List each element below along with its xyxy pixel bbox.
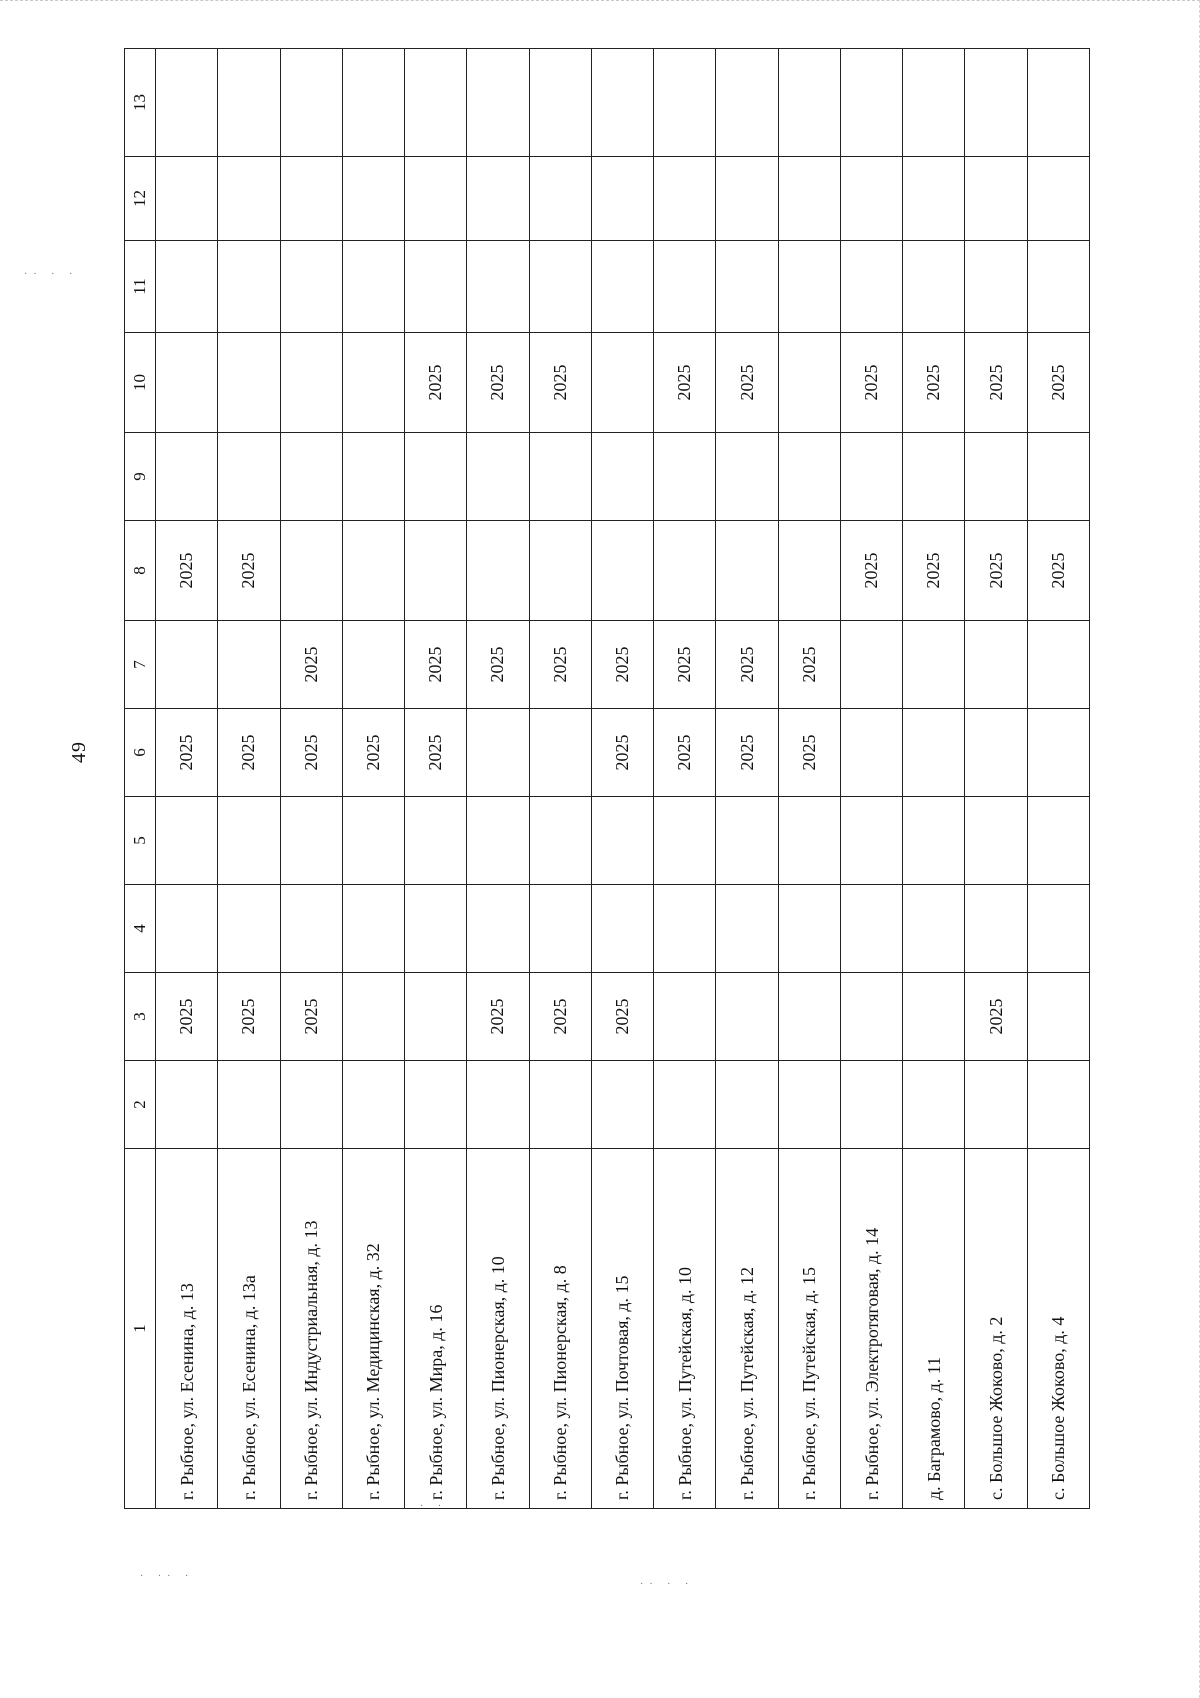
year-cell — [965, 621, 1027, 709]
address-cell: г. Рыбное, ул. Медицинская, д. 32 — [342, 1149, 404, 1509]
year-cell: 2025 — [840, 521, 902, 621]
year-cell — [778, 433, 840, 521]
scan-noise: · · — [420, 1501, 448, 1512]
column-header-2: 2 — [125, 1061, 156, 1149]
year-cell: 2025 — [654, 709, 716, 797]
year-cell: 2025 — [218, 709, 280, 797]
table-row — [280, 49, 342, 1509]
year-cell — [1027, 973, 1089, 1061]
column-header-13: 13 — [125, 49, 156, 157]
year-cell — [156, 433, 218, 521]
address-cell: г. Рыбное, ул. Пионерская, д. 8 — [529, 1149, 591, 1509]
year-cell: 2025 — [467, 973, 529, 1061]
year-cell — [1027, 433, 1089, 521]
year-cell: 2025 — [591, 621, 653, 709]
table-header-row — [125, 49, 156, 1509]
year-cell — [405, 973, 467, 1061]
column-header-9: 9 — [125, 433, 156, 521]
year-cell — [529, 797, 591, 885]
year-cell: 2025 — [903, 333, 965, 433]
year-cell — [1027, 241, 1089, 333]
year-cell: 2025 — [591, 973, 653, 1061]
year-cell: 2025 — [903, 521, 965, 621]
table-row — [716, 49, 778, 1509]
year-cell: 2025 — [965, 973, 1027, 1061]
year-cell — [778, 973, 840, 1061]
address-cell: г. Рыбное, ул. Электротяговая, д. 14 — [840, 1149, 902, 1509]
year-cell — [342, 241, 404, 333]
year-cell — [903, 157, 965, 241]
year-cell — [156, 1061, 218, 1149]
year-cell — [654, 49, 716, 157]
year-cell — [903, 241, 965, 333]
table-row — [342, 49, 404, 1509]
year-cell: 2025 — [1027, 333, 1089, 433]
year-cell: 2025 — [156, 521, 218, 621]
year-cell — [529, 521, 591, 621]
scan-noise: ·· · · — [640, 1579, 695, 1590]
year-cell — [778, 241, 840, 333]
year-cell — [778, 885, 840, 973]
year-cell — [156, 157, 218, 241]
year-cell — [280, 333, 342, 433]
year-cell — [716, 973, 778, 1061]
page-number: 49 — [68, 741, 90, 763]
year-cell — [529, 709, 591, 797]
year-cell — [342, 973, 404, 1061]
year-cell — [903, 797, 965, 885]
year-cell — [903, 885, 965, 973]
table-row — [529, 49, 591, 1509]
address-cell: г. Рыбное, ул. Мира, д. 16 — [405, 1149, 467, 1509]
year-cell — [156, 333, 218, 433]
year-cell — [840, 973, 902, 1061]
year-cell — [654, 157, 716, 241]
year-cell — [591, 885, 653, 973]
year-cell — [840, 241, 902, 333]
year-cell — [405, 885, 467, 973]
year-cell — [778, 521, 840, 621]
year-cell — [903, 621, 965, 709]
address-cell: г. Рыбное, ул. Есенина, д. 13а — [218, 1149, 280, 1509]
column-header-8: 8 — [125, 521, 156, 621]
year-cell: 2025 — [778, 621, 840, 709]
year-cell — [529, 433, 591, 521]
year-cell — [280, 521, 342, 621]
year-cell — [716, 433, 778, 521]
table-row — [965, 49, 1027, 1509]
scan-noise: ·· · · — [24, 269, 79, 280]
year-cell — [716, 797, 778, 885]
table-row — [840, 49, 902, 1509]
year-cell — [778, 157, 840, 241]
scan-noise: · ·· · — [140, 1571, 195, 1582]
year-cell — [156, 797, 218, 885]
year-cell — [1027, 709, 1089, 797]
year-cell — [965, 709, 1027, 797]
year-cell — [467, 157, 529, 241]
year-cell — [591, 521, 653, 621]
year-cell — [654, 885, 716, 973]
year-cell: 2025 — [778, 709, 840, 797]
year-cell: 2025 — [405, 709, 467, 797]
year-cell — [467, 885, 529, 973]
year-cell — [405, 49, 467, 157]
year-cell — [1027, 621, 1089, 709]
year-cell — [342, 333, 404, 433]
year-cell — [716, 1061, 778, 1149]
year-cell — [529, 241, 591, 333]
year-cell — [342, 433, 404, 521]
year-cell: 2025 — [218, 973, 280, 1061]
year-cell: 2025 — [716, 709, 778, 797]
year-cell — [280, 49, 342, 157]
table-body — [156, 49, 1090, 1509]
address-cell: г. Рыбное, ул. Пионерская, д. 10 — [467, 1149, 529, 1509]
year-cell: 2025 — [467, 621, 529, 709]
year-cell — [591, 157, 653, 241]
column-header-10: 10 — [125, 333, 156, 433]
year-cell — [840, 621, 902, 709]
year-cell — [218, 333, 280, 433]
table-row — [1027, 49, 1089, 1509]
year-cell — [342, 521, 404, 621]
year-cell — [840, 1061, 902, 1149]
year-cell: 2025 — [591, 709, 653, 797]
year-cell — [716, 241, 778, 333]
year-cell — [218, 885, 280, 973]
year-cell — [840, 49, 902, 157]
year-cell — [342, 1061, 404, 1149]
year-cell: 2025 — [467, 333, 529, 433]
year-cell: 2025 — [965, 521, 1027, 621]
year-cell — [903, 433, 965, 521]
year-cell — [778, 797, 840, 885]
column-header-6: 6 — [125, 709, 156, 797]
address-cell: с. Большое Жоково, д. 2 — [965, 1149, 1027, 1509]
table-row — [778, 49, 840, 1509]
year-cell: 2025 — [840, 333, 902, 433]
year-cell — [965, 157, 1027, 241]
year-cell: 2025 — [1027, 521, 1089, 621]
year-cell — [280, 1061, 342, 1149]
table-row — [467, 49, 529, 1509]
year-cell — [280, 157, 342, 241]
year-cell — [1027, 885, 1089, 973]
year-cell — [716, 157, 778, 241]
year-cell — [529, 157, 591, 241]
year-cell — [1027, 1061, 1089, 1149]
year-cell — [342, 621, 404, 709]
year-cell — [716, 49, 778, 157]
year-cell — [840, 797, 902, 885]
column-header-4: 4 — [125, 885, 156, 973]
address-cell: г. Рыбное, ул. Есенина, д. 13 — [156, 1149, 218, 1509]
year-cell — [1027, 157, 1089, 241]
year-cell: 2025 — [280, 709, 342, 797]
year-cell — [156, 885, 218, 973]
year-cell — [342, 797, 404, 885]
year-cell: 2025 — [716, 621, 778, 709]
year-cell — [903, 973, 965, 1061]
year-cell — [467, 797, 529, 885]
year-cell: 2025 — [156, 973, 218, 1061]
column-header-1: 1 — [125, 1149, 156, 1509]
year-cell — [218, 621, 280, 709]
year-cell: 2025 — [218, 521, 280, 621]
year-cell — [840, 433, 902, 521]
year-cell — [405, 521, 467, 621]
table-row — [156, 49, 218, 1509]
year-cell — [218, 797, 280, 885]
year-cell — [467, 433, 529, 521]
address-cell: г. Рыбное, ул. Почтовая, д. 15 — [591, 1149, 653, 1509]
year-cell — [965, 49, 1027, 157]
year-cell: 2025 — [156, 709, 218, 797]
year-cell: 2025 — [654, 333, 716, 433]
year-cell: 2025 — [280, 973, 342, 1061]
year-cell — [405, 241, 467, 333]
year-cell — [965, 797, 1027, 885]
table-row — [405, 49, 467, 1509]
year-cell — [342, 157, 404, 241]
year-cell — [778, 333, 840, 433]
repair-schedule-table — [124, 48, 1090, 1509]
year-cell — [529, 1061, 591, 1149]
year-cell — [280, 797, 342, 885]
year-cell — [654, 433, 716, 521]
year-cell — [591, 797, 653, 885]
year-cell: 2025 — [965, 333, 1027, 433]
year-cell — [467, 49, 529, 157]
year-cell — [529, 49, 591, 157]
year-cell: 2025 — [716, 333, 778, 433]
year-cell — [280, 885, 342, 973]
year-cell: 2025 — [405, 333, 467, 433]
year-cell — [467, 241, 529, 333]
column-header-11: 11 — [125, 241, 156, 333]
year-cell — [778, 49, 840, 157]
year-cell — [405, 157, 467, 241]
year-cell — [342, 885, 404, 973]
year-cell: 2025 — [529, 973, 591, 1061]
year-cell — [965, 1061, 1027, 1149]
column-header-7: 7 — [125, 621, 156, 709]
year-cell — [591, 49, 653, 157]
year-cell — [218, 433, 280, 521]
year-cell — [405, 1061, 467, 1149]
year-cell — [654, 241, 716, 333]
year-cell — [405, 433, 467, 521]
year-cell — [280, 241, 342, 333]
year-cell — [965, 433, 1027, 521]
year-cell — [467, 1061, 529, 1149]
year-cell: 2025 — [654, 621, 716, 709]
year-cell — [591, 333, 653, 433]
address-cell: г. Рыбное, ул. Путейская, д. 15 — [778, 1149, 840, 1509]
column-header-5: 5 — [125, 797, 156, 885]
address-cell: г. Рыбное, ул. Путейская, д. 12 — [716, 1149, 778, 1509]
column-header-12: 12 — [125, 157, 156, 241]
year-cell — [965, 885, 1027, 973]
year-cell — [218, 241, 280, 333]
year-cell — [654, 521, 716, 621]
year-cell — [467, 709, 529, 797]
address-cell: г. Рыбное, ул. Индустриальная, д. 13 — [280, 1149, 342, 1509]
year-cell — [840, 157, 902, 241]
year-cell — [529, 885, 591, 973]
year-cell — [654, 797, 716, 885]
year-cell — [840, 885, 902, 973]
year-cell — [218, 49, 280, 157]
year-cell: 2025 — [529, 621, 591, 709]
year-cell — [405, 797, 467, 885]
address-cell: г. Рыбное, ул. Путейская, д. 10 — [654, 1149, 716, 1509]
column-header-3: 3 — [125, 973, 156, 1061]
year-cell — [903, 49, 965, 157]
year-cell: 2025 — [405, 621, 467, 709]
table-row — [903, 49, 965, 1509]
year-cell: 2025 — [529, 333, 591, 433]
address-cell: с. Большое Жоково, д. 4 — [1027, 1149, 1089, 1509]
rotated-table-wrapper — [124, 49, 1090, 1509]
year-cell — [156, 241, 218, 333]
year-cell — [218, 157, 280, 241]
year-cell: 2025 — [342, 709, 404, 797]
year-cell — [467, 521, 529, 621]
year-cell — [965, 241, 1027, 333]
year-cell — [654, 1061, 716, 1149]
year-cell — [716, 885, 778, 973]
address-cell: д. Баграмово, д. 11 — [903, 1149, 965, 1509]
table-row — [591, 49, 653, 1509]
year-cell — [591, 241, 653, 333]
year-cell — [1027, 797, 1089, 885]
year-cell — [280, 433, 342, 521]
year-cell — [591, 1061, 653, 1149]
year-cell — [156, 49, 218, 157]
year-cell — [156, 621, 218, 709]
year-cell — [778, 1061, 840, 1149]
year-cell — [903, 1061, 965, 1149]
table-row — [218, 49, 280, 1509]
year-cell — [840, 709, 902, 797]
year-cell — [218, 1061, 280, 1149]
year-cell — [1027, 49, 1089, 157]
year-cell — [903, 709, 965, 797]
year-cell — [654, 973, 716, 1061]
year-cell — [591, 433, 653, 521]
year-cell: 2025 — [280, 621, 342, 709]
year-cell — [716, 521, 778, 621]
year-cell — [342, 49, 404, 157]
table-row — [654, 49, 716, 1509]
